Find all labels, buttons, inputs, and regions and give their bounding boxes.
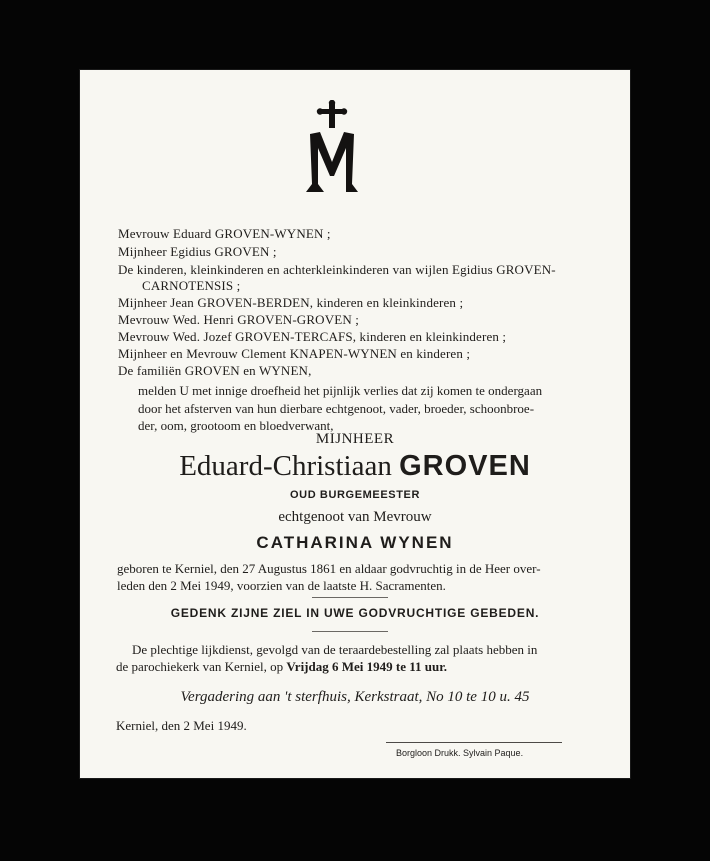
dates-line-1: geboren te Kerniel, den 27 Augustus 1861 en aldaar godvruchtig in de Heer over- [117,561,541,576]
spouse-name: CATHARINA WYNEN [256,533,454,552]
announcement-line-3: der, oom, grootoom en bloedverwant, [138,418,334,433]
family-line-2: Mijnheer Egidius GROVEN ; [118,244,277,259]
family-line-3: De kinderen, kleinkinderen en achterkleinkinderen van wijlen Egidius GROVEN- [118,262,556,277]
divider-top [312,597,388,598]
announcement-line-2: door het afsterven van hun dierbare echtgenoot, vader, broeder, schoonbroe- [138,401,535,416]
announcement-line-1: melden U met innige droefheid het pijnlijk verlies dat zij komen te ondergaan [138,383,543,398]
gathering-notice: Vergadering aan 't sterfhuis, Kerkstraat, No 10 te 10 u. 45 [180,689,530,705]
place-and-date: Kerniel, den 2 Mei 1949. [116,718,247,733]
funeral-line-2 [116,659,447,675]
family-line-4: CARNOTENSIS ; [142,278,241,293]
deceased-first-names: Eduard-Christiaan [179,450,392,482]
printer-credit: Borgloon Drukk. Sylvain Paque. [396,748,524,758]
dates-line-2: leden den 2 Mei 1949, voorzien van de laatste H. Sacramenten. [117,578,446,593]
deceased-surname: GROVEN [399,450,531,482]
office-title: OUD BURGEMEESTER [290,489,420,501]
death-notice-card [80,70,630,778]
divider-bottom [312,631,388,632]
family-line-6: Mevrouw Wed. Henri GROVEN-GROVEN ; [118,312,360,327]
family-line-9: De familiën GROVEN en WYNEN, [118,363,312,378]
family-line-7: Mevrouw Wed. Jozef GROVEN-TERCAFS, kinderen en kleinkinderen ; [118,329,507,344]
spouse-intro: echtgenoot van Mevrouw [278,509,432,525]
family-line-1: Mevrouw Eduard GROVEN-WYNEN ; [118,226,331,241]
honorific: MIJNHEER [315,431,395,447]
funeral-date-time: Vrijdag 6 Mei 1949 te 11 uur. [286,659,448,674]
prayer-request: GEDENK ZIJNE ZIEL IN UWE GODVRUCHTIGE GEBEDEN. [170,606,540,620]
deceased-name [80,448,630,484]
funeral-line-2-text: de parochiekerk van Kerniel, op [116,659,287,674]
marian-monogram-cross-logo [302,100,362,200]
funeral-line-1: De plechtige lijkdienst, gevolgd van de teraardebestelling zal plaats hebben in [132,642,538,657]
family-line-8: Mijnheer en Mevrouw Clement KNAPEN-WYNEN en kinderen ; [118,346,471,361]
printer-rule [386,742,562,743]
family-line-5: Mijnheer Jean GROVEN-BERDEN, kinderen en kleinkinderen ; [118,295,464,310]
